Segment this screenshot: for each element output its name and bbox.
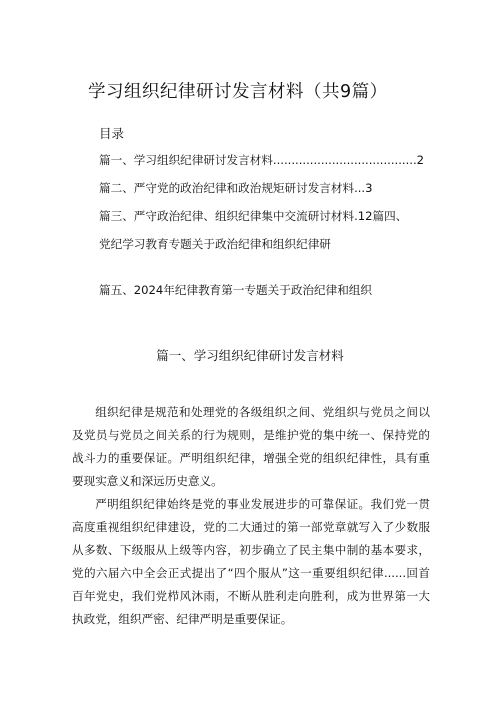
toc-entry-3[interactable]: 篇三、严守政治纪律、组织纪律集中交流研讨材料.12篇四、 [99, 209, 408, 223]
body-paragraph-2: 严明组织纪律始终是党的事业发展进步的可靠保证。我们党一贯高度重视组织纪律建设，党的二大通过的第一部党章就写入了少数服从多数、下级服从上级等内容，初步确立了民主集中制的基本要求，党的六届六中全会正式提出了“四个服从”这一重要组织纪律......回首百年党史，我们党栉风沐雨，不断从胜利走向胜利，成为世界第一大执政党，组织严密、纪律严明是重要保证。 [72, 497, 430, 626]
section-heading: 篇一、学习组织纪律研讨发言材料 [156, 348, 344, 363]
toc-heading: 目录 [99, 126, 125, 141]
toc-entry-2[interactable]: 篇二、严守党的政治纪律和政治规矩研讨发言材料...3 [99, 181, 373, 195]
document-title: 学习组织纪律研讨发言材料（共9篇） [88, 82, 388, 102]
body-paragraph-1: 组织纪律是规范和处理党的各级组织之间、党组织与党员之间以及党员与党员之间关系的行为规则，是维护党的集中统一、保持党的战斗力的重要保证。严明组织纪律，增强全党的组织纪律性，具有重要现实意义和深远历史意义。 [72, 405, 430, 488]
toc-entry-5[interactable]: 篇五、2024年纪律教育第一专题关于政治纪律和组织 [99, 283, 372, 297]
toc-entry-1[interactable]: 篇一、学习组织纪律研讨发言材料.......................................2 [99, 153, 425, 167]
body-text [72, 401, 430, 631]
table-of-contents [99, 146, 429, 304]
toc-entry-4[interactable]: 党纪学习教育专题关于政治纪律和组织纪律研 [99, 237, 331, 251]
